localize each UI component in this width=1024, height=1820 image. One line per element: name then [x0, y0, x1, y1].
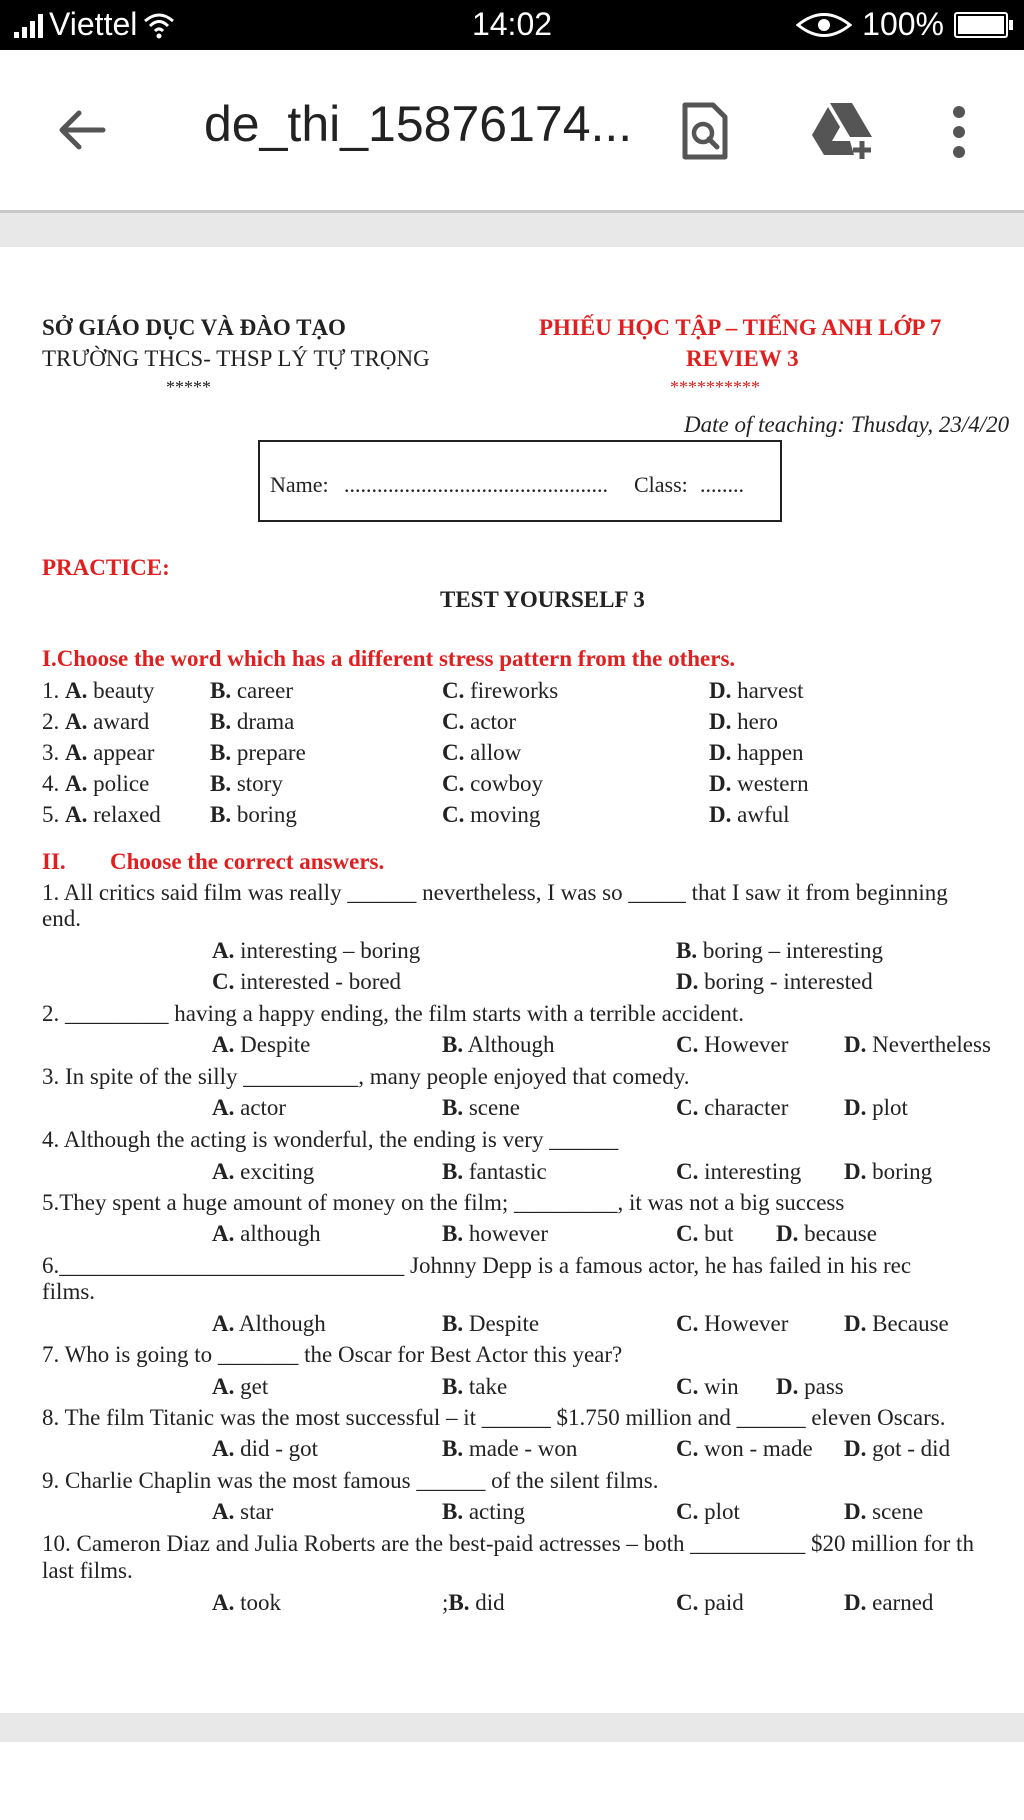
document-page-next: [0, 1742, 1024, 1820]
question-4-option-a: A. exciting: [212, 1159, 315, 1184]
question-2-option-a: A. Despite: [212, 1032, 311, 1057]
class-field[interactable]: ........: [700, 472, 744, 497]
stars-right: **********: [670, 377, 760, 397]
name-label: Name:: [270, 472, 329, 497]
question-8-option-c: C. won - made: [676, 1436, 813, 1461]
department-name: SỞ GIÁO DỤC VÀ ĐÀO TẠO: [42, 315, 346, 340]
battery-icon: [954, 12, 1008, 38]
search-document-icon[interactable]: [680, 100, 730, 162]
question-4: 4. Although the acting is wonderful, the ending is very ______: [42, 1127, 619, 1152]
question-6: 6.______________________________ Johnny Depp is a famous actor, he has failed in his rec: [42, 1253, 912, 1278]
question-5-option-b: B. however: [442, 1221, 549, 1246]
question-9: 9. Charlie Chaplin was the most famous ______ of the silent films.: [42, 1468, 659, 1493]
question-1-option-d: D. boring - interested: [676, 969, 873, 994]
question-1-option-a: A. interesting – boring: [212, 938, 421, 963]
practice-heading: PRACTICE:: [42, 555, 170, 580]
app-bar: [0, 50, 1024, 213]
question-1-option-c: C. interested - bored: [212, 969, 402, 994]
question-10-option-a: A. took: [212, 1590, 282, 1615]
add-to-drive-icon[interactable]: [810, 100, 876, 162]
question-8-option-d: D. got - did: [844, 1436, 951, 1461]
question-10-option-b: ;B. did: [442, 1590, 505, 1615]
question-8-option-b: B. made - won: [442, 1436, 578, 1461]
question-1: 1. All critics said film was really ______ nevertheless, I was so _____ that I saw it from beginning: [42, 880, 948, 905]
date-of-teaching: Date of teaching: Thusday, 23/4/20: [684, 412, 1010, 437]
question-3-option-d: D. plot: [844, 1095, 908, 1120]
question-3: 3. In spite of the silly __________, many people enjoyed that comedy.: [42, 1064, 690, 1089]
back-arrow-icon[interactable]: [52, 100, 112, 160]
review-title: REVIEW 3: [686, 346, 799, 371]
clock: 14:02: [471, 6, 553, 42]
status-bar: [0, 0, 1024, 50]
test-title: TEST YOURSELF 3: [440, 587, 645, 612]
carrier-name: Viettel: [49, 6, 138, 42]
question-8-option-a: A. did - got: [212, 1436, 319, 1461]
question-6-option-a: A. Although: [212, 1311, 326, 1336]
document-title: de_thi_15876174...: [204, 96, 633, 152]
name-field[interactable]: ................................................: [344, 472, 608, 497]
question-7-option-d: D. pass: [776, 1374, 844, 1399]
question-10-option-d: D. earned: [844, 1590, 934, 1615]
question-10-cont: last films.: [42, 1558, 133, 1583]
section2-title: Choose the correct answers.: [110, 849, 385, 874]
question-7: 7. Who is going to _______ the Oscar for Best Actor this year?: [42, 1342, 623, 1367]
question-5: 5.They spent a huge amount of money on the film; _________, it was not a big success: [42, 1190, 845, 1215]
question-1-cont: end.: [42, 906, 81, 931]
question-10: 10. Cameron Diaz and Julia Roberts are the best-paid actresses – both __________ $20 million for th: [42, 1531, 974, 1556]
question-4-option-b: B. fantastic: [442, 1159, 547, 1184]
question-5-option-a: A. although: [212, 1221, 321, 1246]
question-10-option-c: C. paid: [676, 1590, 744, 1615]
question-2: 2. _________ having a happy ending, the film starts with a terrible accident.: [42, 1001, 744, 1026]
question-4-option-d: D. boring: [844, 1159, 933, 1184]
question-9-option-a: A. star: [212, 1499, 274, 1524]
question-7-option-a: A. get: [212, 1374, 269, 1399]
more-options-icon[interactable]: [944, 102, 974, 162]
status-right: [796, 6, 1008, 43]
question-3-option-c: C. character: [676, 1095, 789, 1120]
question-3-option-b: B. scene: [442, 1095, 520, 1120]
question-9-option-b: B. acting: [442, 1499, 526, 1524]
question-6-option-c: C. However: [676, 1311, 789, 1336]
question-4-option-c: C. interesting: [676, 1159, 802, 1184]
question-2-option-c: C. However: [676, 1032, 789, 1057]
question-5-option-c: C. but: [676, 1221, 734, 1246]
school-name: TRƯỜNG THCS- THSP LÝ TỰ TRỌNG: [42, 346, 430, 371]
question-7-option-c: C. win: [676, 1374, 739, 1399]
question-9-option-d: D. scene: [844, 1499, 924, 1524]
question-3-option-a: A. actor: [212, 1095, 287, 1120]
stars-left: *****: [166, 377, 211, 397]
question-6-option-b: B. Despite: [442, 1311, 540, 1336]
question-2-option-d: D. Nevertheless: [844, 1032, 991, 1057]
section1-title: I.Choose the word which has a different stress pattern from the others.: [42, 646, 736, 671]
question-6-cont: films.: [42, 1279, 96, 1304]
question-8: 8. The film Titanic was the most successful – it ______ $1.750 million and ______ eleven Oscars.: [42, 1405, 946, 1430]
question-7-option-b: B. take: [442, 1374, 508, 1399]
question-5-option-d: D. because: [776, 1221, 877, 1246]
battery-percent: 100%: [862, 6, 944, 42]
class-label: Class:: [634, 472, 688, 497]
section2-number: II.: [42, 849, 66, 874]
sheet-title: PHIẾU HỌC TẬP – TIẾNG ANH LỚP 7: [539, 315, 942, 340]
question-1-option-b: B. boring – interesting: [676, 938, 883, 963]
question-9-option-c: C. plot: [676, 1499, 740, 1524]
question-6-option-d: D. Because: [844, 1311, 949, 1336]
eye-icon: [796, 12, 852, 38]
question-2-option-b: B. Although: [442, 1032, 555, 1057]
